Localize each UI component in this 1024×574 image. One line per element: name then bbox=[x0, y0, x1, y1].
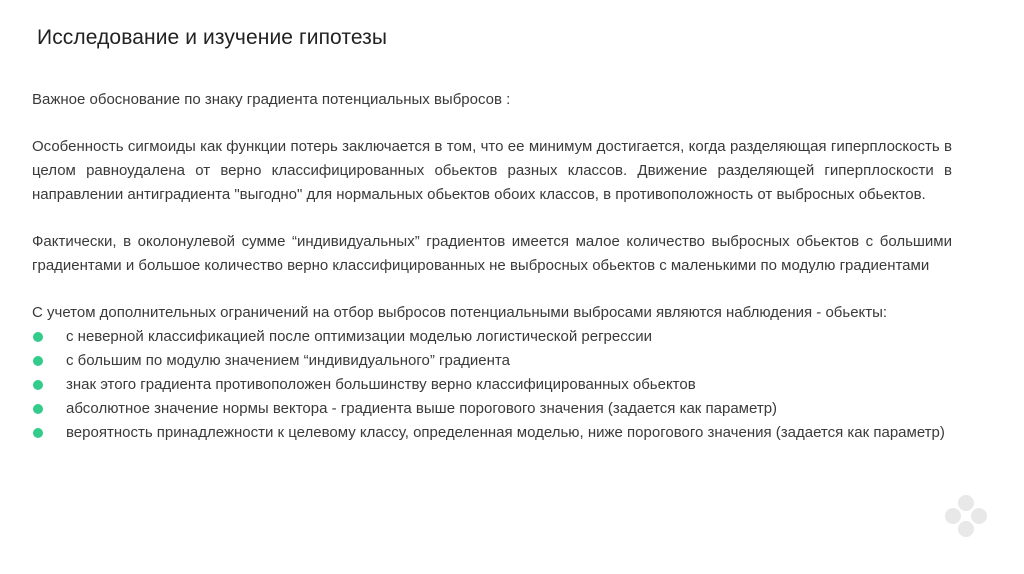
list-item bbox=[32, 421, 952, 445]
paragraph-sigmoid: Особенность сигмоиды как функции потерь заключается в том, что ее минимум достигается, когда разделяющая гиперплоскость в целом равноудалена от верно классифицированных обьектов разных классов. Движение разделяющей гиперплоскости в направлении антиградиента "выгодно" для нормальных обьектов обоих классов, в противоположность от выбросных обьектов. bbox=[32, 138, 952, 203]
list-item-text: абсолютное значение нормы вектора - градиента выше порогового значения (задается как параметр) bbox=[66, 400, 778, 417]
lead-paragraph: Важное обоснование по знаку градиента потенциальных выбросов : bbox=[32, 91, 511, 108]
list-item-text: с большим по модулю значением “индивидуального” градиента bbox=[66, 352, 510, 369]
criteria-list bbox=[32, 325, 952, 445]
list-item bbox=[32, 373, 952, 397]
slide-title: Исследование и изучение гипотезы bbox=[37, 26, 388, 49]
list-item bbox=[32, 397, 952, 421]
green-dot-icon bbox=[33, 428, 43, 438]
list-item bbox=[32, 349, 952, 373]
list-intro: С учетом дополнительных ограничений на отбор выбросов потенциальными выбросами являются наблюдения - обьекты: bbox=[32, 304, 888, 321]
list-item-text: с неверной классификацией после оптимизации моделью логистической регрессии bbox=[66, 328, 652, 345]
slide-content bbox=[32, 88, 952, 445]
paragraph-gradients: Фактически, в околонулевой сумме “индивидуальных” градиентов имеется малое количество выбросных обьектов с большими градиентами и большое количество верно классифицированных не выбросных обьектов с маленькими по модулю градиентами bbox=[32, 233, 952, 274]
green-dot-icon bbox=[33, 404, 43, 414]
list-item-text: вероятность принадлежности к целевому классу, определенная моделью, ниже порогового значения (задается как параметр) bbox=[66, 424, 945, 441]
green-dot-icon bbox=[33, 332, 43, 342]
green-dot-icon bbox=[33, 380, 43, 390]
list-item bbox=[32, 325, 952, 349]
brand-logo-icon bbox=[944, 494, 988, 538]
green-dot-icon bbox=[33, 356, 43, 366]
list-item-text: знак этого градиента противоположен большинству верно классифицированных обьектов bbox=[66, 376, 696, 393]
